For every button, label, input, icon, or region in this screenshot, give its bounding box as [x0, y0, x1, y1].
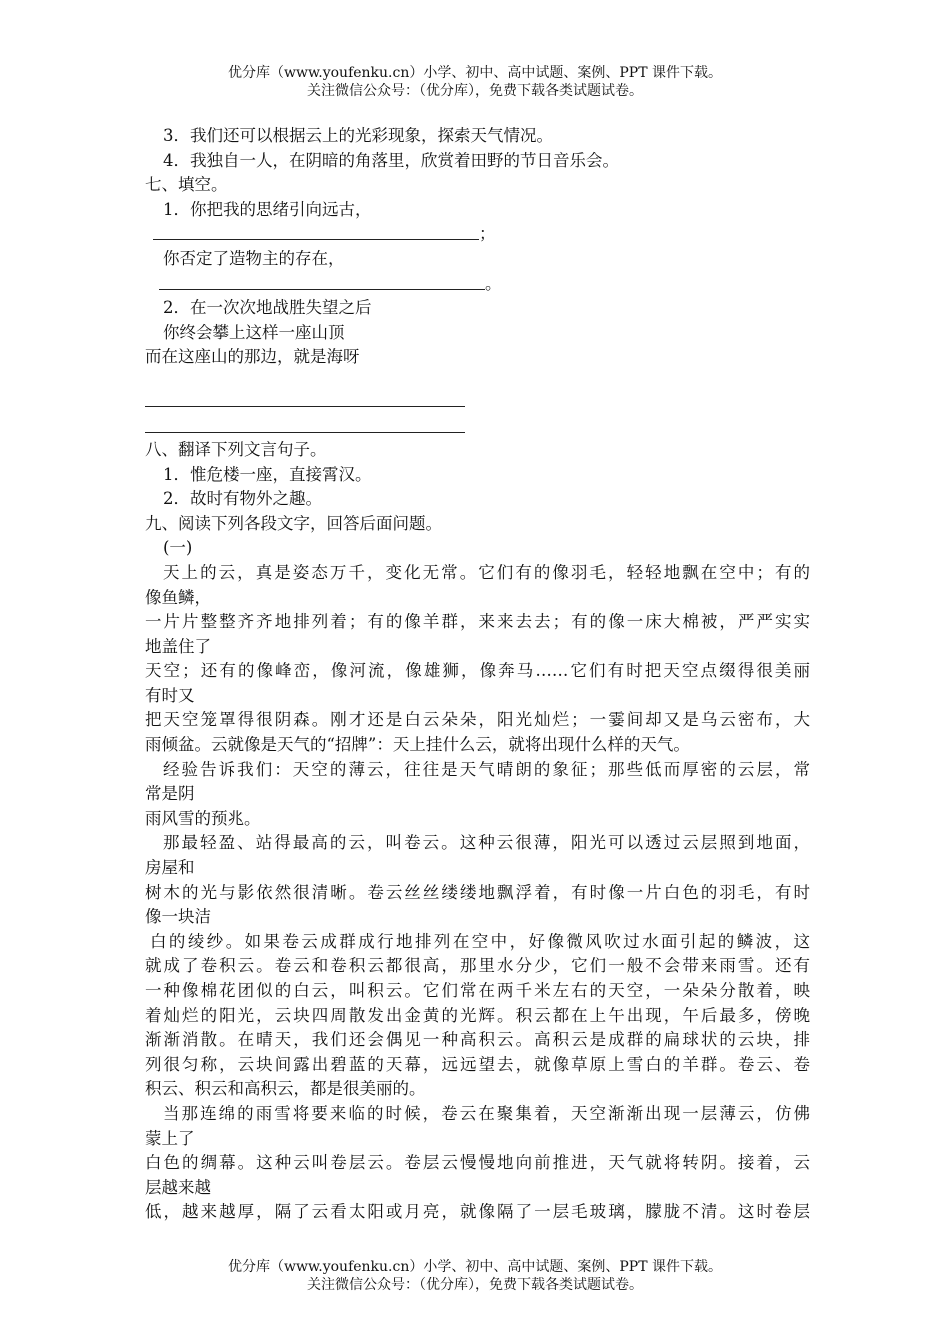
header-line-2: 关注微信公众号：（优分库），免费下载各类试题试卷。	[307, 83, 643, 99]
passage-line: 雨风雪的预兆。	[145, 808, 261, 828]
answer-line-2[interactable]	[145, 417, 465, 433]
passage-line: 一种像棉花团似的白云，叫积云。它们常在两千米左右的天空，一朵朵分散着，映	[145, 981, 810, 1000]
section7-item1-line1: 1．你把我的思绪引向远古，	[163, 199, 372, 219]
fill-blank-1-end: ；	[479, 224, 496, 244]
section8-item-1: 1．惟危楼一座，直接霄汉。	[163, 464, 372, 484]
passage-line: 常是阴	[145, 784, 195, 804]
document-body	[145, 124, 810, 1225]
section6-item-3: 3．我们还可以根据云上的光彩现象，探索天气情况。	[163, 126, 553, 145]
section6-item-4: 4．我独自一人，在阴暗的角落里，欣赏着田野的节日音乐会。	[163, 150, 619, 170]
fill-blank-2-line[interactable]	[159, 272, 485, 290]
passage-line: 着灿烂的阳光，云块四周散发出金黄的光辉。积云都在上午出现，午后最多，傍晚	[145, 1005, 810, 1025]
header-line-1: 优分库（www.youfenku.cn）小学、初中、高中试题、案例、PPT 课件下载。	[227, 65, 722, 81]
passage-line: 当那连绵的雨雪将要来临的时候，卷云在聚集着，天空渐渐出现一层薄云，仿佛	[163, 1103, 810, 1123]
passage-line: 雨倾盆。云就像是天气的“招牌”：天上挂什么云，就将出现什么样的天气。	[145, 735, 690, 755]
passage-line: 房屋和	[145, 858, 195, 878]
page-header	[0, 64, 950, 100]
passage-line: 那最轻盈、站得最高的云，叫卷云。这种云很薄，阳光可以透过云层照到地面，	[163, 833, 810, 853]
section7-title: 七、填空。	[145, 175, 228, 195]
section9-title: 九、阅读下列各段文字，回答后面问题。	[145, 513, 442, 533]
section7-item2-line3: 而在这座山的那边，就是海呀	[145, 347, 360, 367]
section7-item2-line2: 你终会攀上这样一座山顶	[163, 322, 345, 342]
passage-line: 有时又	[145, 685, 195, 705]
passage-line: 天上的云，真是姿态万千，变化无常。它们有的像羽毛，轻轻地飘在空中；有的	[163, 562, 810, 582]
passage-line: 地盖住了	[145, 636, 211, 656]
passage-line: 像鱼鳞，	[145, 587, 211, 607]
passage-line: 低，越来越厚，隔了云看太阳或月亮，就像隔了一层毛玻璃，朦胧不清。这时卷层	[145, 1202, 810, 1222]
answer-line-1[interactable]	[145, 391, 465, 407]
footer-line-2: 关注微信公众号：（优分库），免费下载各类试题试卷。	[307, 1277, 643, 1293]
fill-blank-1[interactable]	[145, 222, 810, 247]
passage-line: 白色的绸幕。这种云叫卷层云。卷层云慢慢地向前推进，天气就将转阴。接着，云	[145, 1153, 810, 1173]
passage-line: 把天空笼罩得很阴森。刚才还是白云朵朵，阳光灿烂；一霎间却又是乌云密布，大	[145, 710, 810, 730]
fill-blank-1-line[interactable]	[153, 222, 479, 240]
passage-line: 就成了卷积云。卷云和卷积云都很高，那里水分少，它们一般不会带来雨雪。还有	[145, 956, 810, 976]
passage-line: 白的绫纱。如果卷云成群成行地排列在空中，好像微风吹过水面引起的鳞波，这	[150, 931, 810, 951]
passage-line: 渐渐消散。在晴天，我们还会偶见一种高积云。高积云是成群的扁球状的云块，排	[145, 1030, 810, 1050]
section7-item1-line2: 你否定了造物主的存在，	[163, 248, 345, 268]
section8-item-2: 2．故时有物外之趣。	[163, 489, 322, 509]
passage-line: 蒙上了	[145, 1128, 195, 1148]
passage-line: 层越来越	[145, 1177, 211, 1197]
passage-line: 列很匀称，云块间露出碧蓝的天幕，远远望去，就像草原上雪白的羊群。卷云、卷	[145, 1054, 810, 1074]
passage-line: 积云、积云和高积云，都是很美丽的。	[145, 1079, 426, 1099]
passage-line: 经验告诉我们：天空的薄云，往往是天气晴朗的象征；那些低而厚密的云层，常	[163, 759, 810, 779]
page-footer	[0, 1258, 950, 1294]
section7-item2-line1: 2．在一次次地战胜失望之后	[163, 298, 372, 318]
section9-part-label: (一)	[163, 538, 193, 558]
passage-line: 像一块洁	[145, 907, 211, 927]
passage-line: 树木的光与影依然很清晰。卷云丝丝缕缕地飘浮着，有时像一片白色的羽毛，有时	[145, 882, 810, 902]
footer-line-1: 优分库（www.youfenku.cn）小学、初中、高中试题、案例、PPT 课件下载。	[227, 1259, 722, 1275]
section8-title: 八、翻译下列文言句子。	[145, 439, 327, 459]
fill-blank-2-end: 。	[485, 273, 502, 293]
fill-blank-2[interactable]	[145, 272, 810, 297]
passage-line: 一片片整整齐齐地排列着；有的像羊群，来来去去；有的像一床大棉被，严严实实	[145, 612, 810, 632]
passage-line: 天空；还有的像峰峦，像河流，像雄狮，像奔马……它们有时把天空点缀得很美丽	[145, 661, 810, 681]
